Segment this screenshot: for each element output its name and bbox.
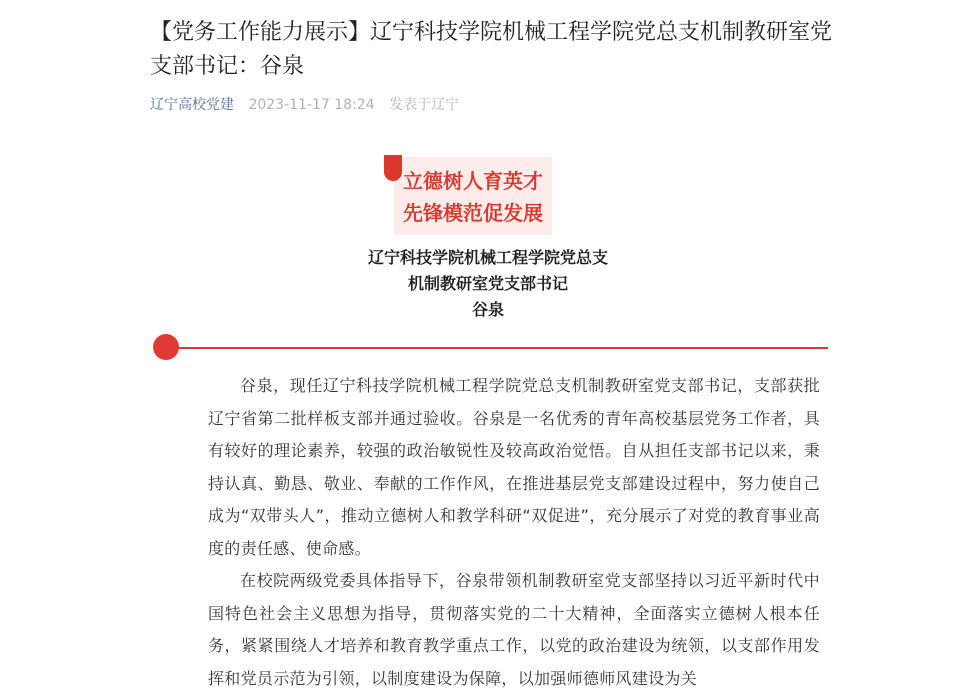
divider-line bbox=[178, 347, 828, 349]
banner-tab-decoration bbox=[384, 155, 402, 181]
publish-location: 发表于辽宁 bbox=[389, 97, 460, 113]
body-paragraph: 在校院两级党委具体指导下，谷泉带领机制教研室党支部坚持以习近平新时代中国特色社会主义思想为指导，贯彻落实党的二十大精神，全面落实立德树人根本任务，紧紧围绕人才培养和教育教学重点工作，以党的政治建设为统领，以支部作用发挥和党员示范为引领，以制度建设为保障，以加强师德师风建设为关 bbox=[208, 571, 820, 688]
publish-datetime: 2023-11-17 18:24 bbox=[248, 97, 375, 113]
article-meta bbox=[150, 95, 459, 115]
slogan-line-1: 立德树人育英才 bbox=[403, 169, 543, 193]
byline-line-2: 机制教研室党支部书记 bbox=[407, 274, 568, 293]
slogan-line-2: 先锋模范促发展 bbox=[403, 201, 543, 225]
slogan-banner bbox=[394, 157, 552, 235]
account-name-link[interactable]: 辽宁高校党建 bbox=[150, 97, 234, 113]
byline-line-1: 辽宁科技学院机械工程学院党总支 bbox=[367, 248, 608, 267]
byline-name: 谷泉 bbox=[471, 300, 504, 319]
article-title: 【党务工作能力展示】辽宁科技学院机械工程学院党总支机制教研室党支部书记：谷泉 bbox=[150, 20, 833, 79]
body-paragraph: 谷泉，现任辽宁科技学院机械工程学院党总支机制教研室党支部书记，支部获批辽宁省第二批样板支部并通过验收。谷泉是一名优秀的青年高校基层党务工作者，具有较好的理论素养，较强的政治敏锐性及较高政治觉悟。自从担任支部书记以来，秉持认真、勤恳、敬业、奉献的工作作风，在推进基层党支部建设过程中，努力使自己成为“双带头人”，推动立德树人和教学科研“双促进”，充分展示了对党的教育事业高度的责任感、使命感。 bbox=[208, 376, 820, 558]
divider-dot-decoration bbox=[153, 334, 179, 360]
article-body bbox=[208, 370, 820, 695]
